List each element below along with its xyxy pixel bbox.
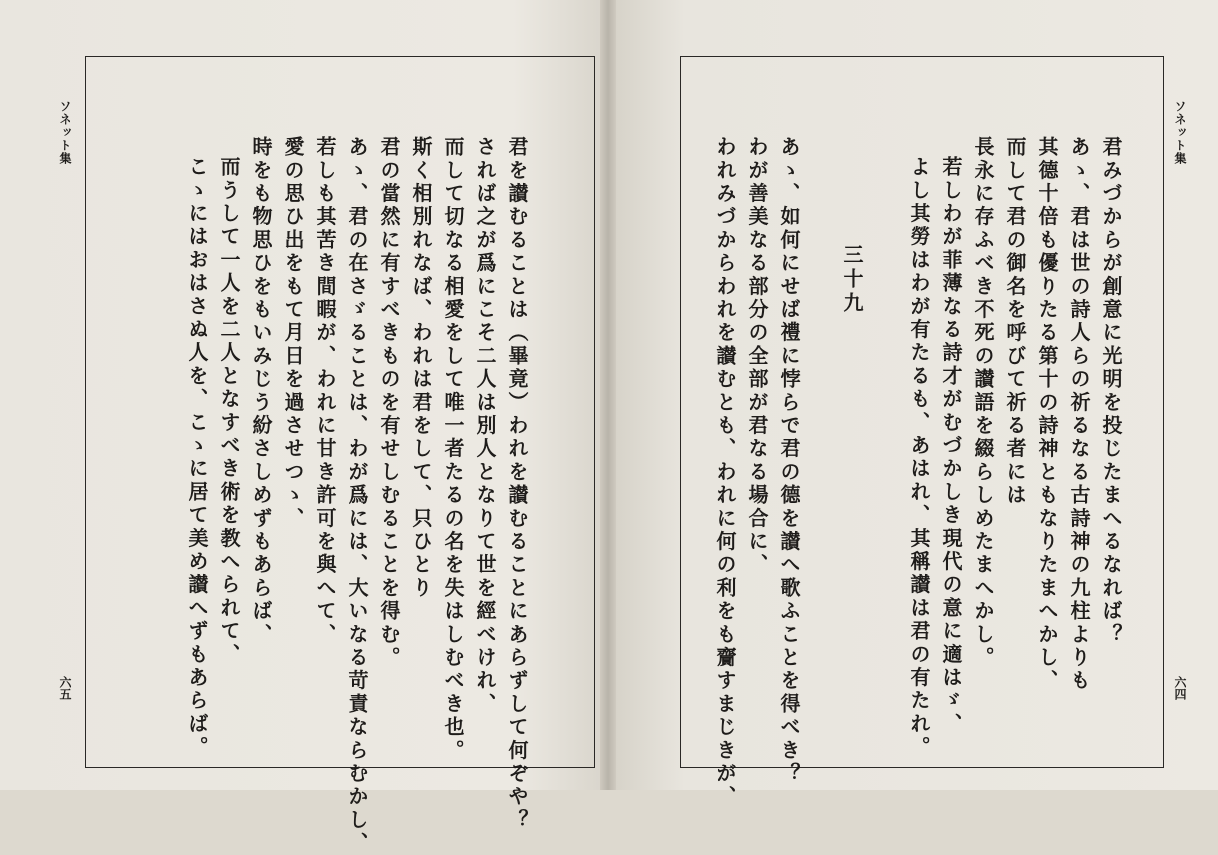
right-page-number: 六四 (1173, 676, 1187, 700)
left-line-11: こゝにはおはさぬ人を、こゝに居て美め讃へずもあらば。 (185, 156, 209, 760)
left-line-2: されば之が爲にこそ二人は別人となりて世を經べけれ、 (473, 136, 497, 716)
left-line-3: 而して切なる相愛をして唯一者たるの名を失はしむべき也。 (441, 136, 465, 763)
right-line-1: 君みづからが創意に光明を投じたまへるなれば？ (1099, 136, 1123, 647)
left-line-1: 君を讃むることは（畢竟）われを讃むることにあらずして何ぞや？ (505, 136, 529, 832)
right-line-6: 若しわが菲薄なる詩才がむづかしき現代の意に適はゞ、 (939, 156, 963, 736)
right-line-2: あゝ、君は世の詩人らの祈るなる古詩神の九柱よりも (1067, 136, 1091, 693)
right-line-9: わが善美なる部分の全部が君なる場合に、 (745, 136, 769, 577)
left-line-9: 時をも物思ひをもいみじう紛さしめずもあらば、 (249, 136, 273, 647)
right-line-4: 而して君の御名を呼びて祈る者には (1003, 136, 1027, 508)
right-line-10: われみづからわれを讃むとも、われに何の利をも齎すまじきが、 (713, 136, 737, 809)
right-line-3: 其德十倍も優りたる第十の詩神ともなりたまへかし、 (1035, 136, 1059, 693)
right-running-header: ソネット集 (1173, 100, 1187, 165)
left-page-number: 六五 (58, 676, 72, 700)
left-running-header: ソネット集 (58, 100, 72, 165)
left-line-10: 而うして一人を二人となすべき術を教へられて、 (217, 156, 241, 667)
left-line-7: 若しも其苦き間暇が、われに甘き許可を與へて、 (313, 136, 337, 647)
left-line-4: 斯く相別れなば、われは君をして、只ひとり (409, 136, 433, 600)
right-line-5: 長永に存ふべき不死の讃語を綴らしめたまへかし。 (971, 136, 995, 670)
right-line-8: あゝ、如何にせば禮に悖らで君の德を讃へ歌ふことを得べき？ (777, 136, 801, 786)
left-line-5: 君の當然に有すべきものを有せしむることを得む。 (377, 136, 401, 670)
book-gutter (600, 0, 616, 790)
left-line-8: 愛の思ひ出をもて月日を過させつゝ、 (281, 136, 305, 531)
left-line-6: あゝ、君の在さゞることは、わが爲には、大いなる苛責ならむかし、 (345, 136, 369, 855)
sonnet-number-heading: 三十九 (840, 244, 864, 316)
right-line-7: よし其勞はわが有たるも、あはれ、其稱讃は君の有たれ。 (907, 156, 931, 760)
